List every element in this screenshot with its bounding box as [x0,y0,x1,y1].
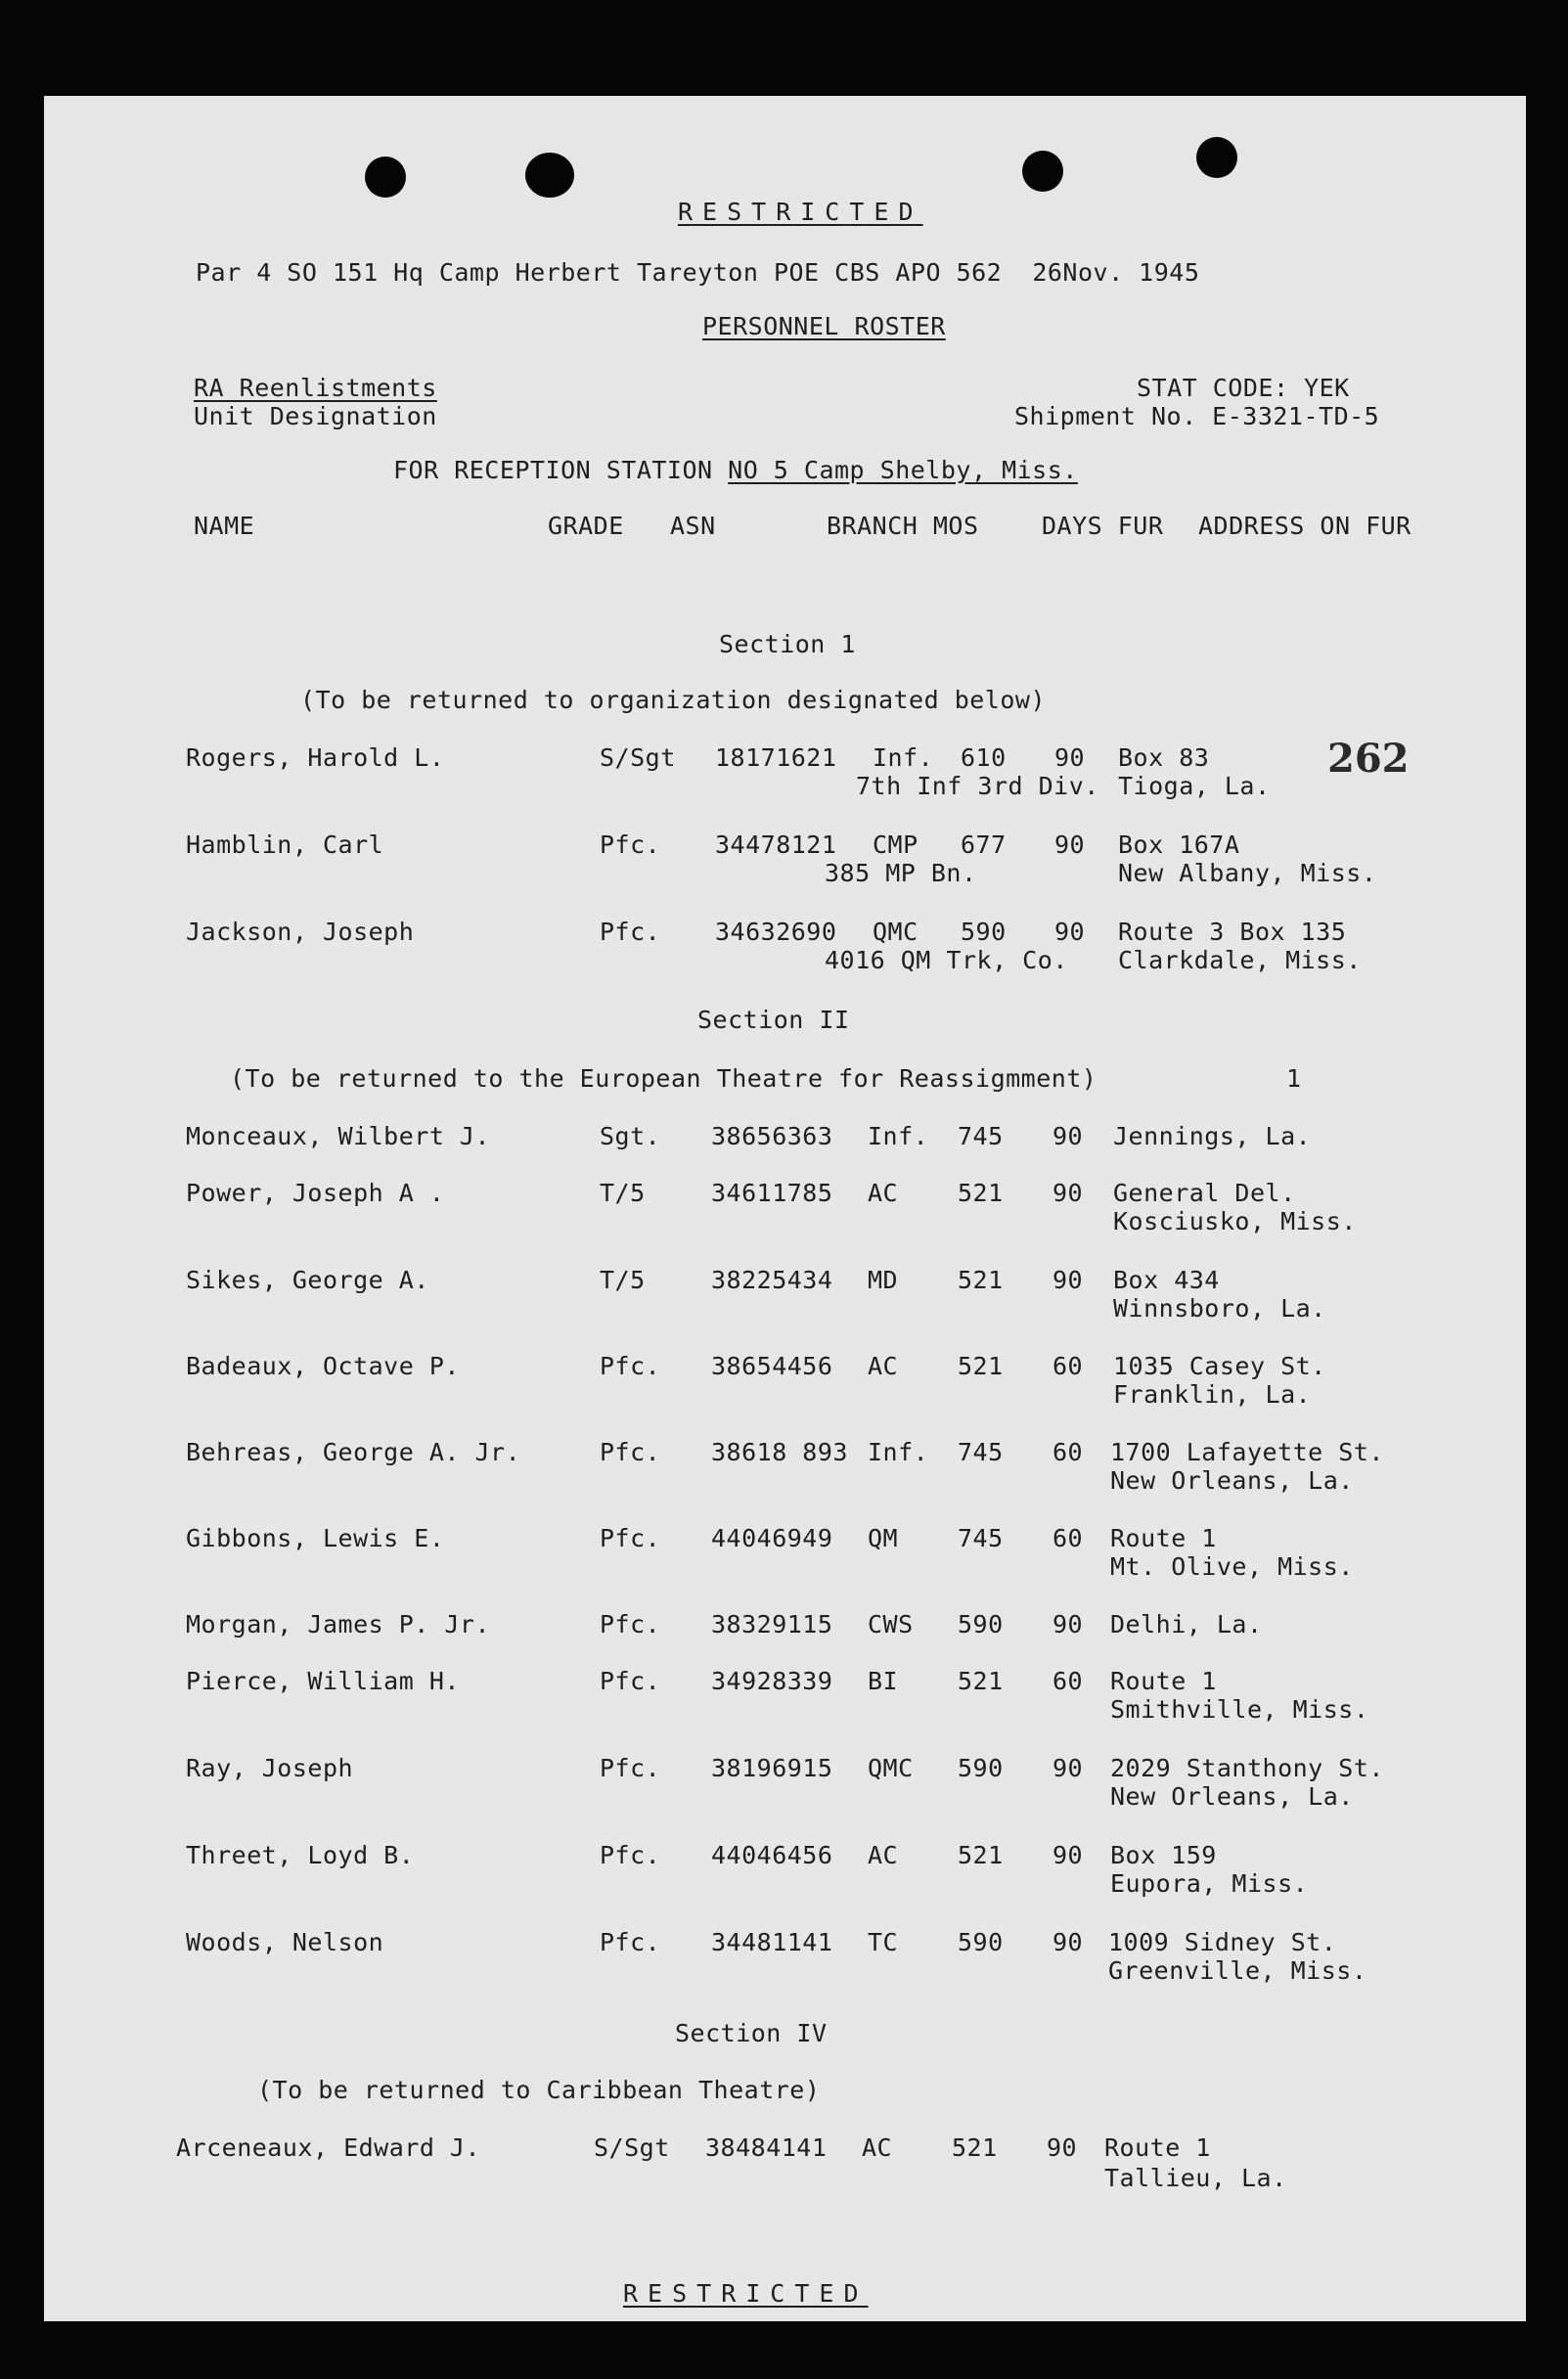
row-mos: 677 [961,830,1007,859]
row-asn: 38618 893 [711,1438,848,1466]
punch-hole-2 [525,153,574,198]
row-asn: 18171621 [715,743,837,772]
row-asn: 44046456 [711,1841,833,1869]
row-address-2: Franklin, La. [1113,1380,1312,1409]
restricted-footer: RESTRICTED [623,2279,869,2308]
row-branch: Inf. [873,743,934,772]
row-address-2: Tioga, La. [1118,772,1271,800]
row-name: Ray, Joseph [186,1754,354,1782]
row-unit: 4016 QM Trk, Co. [825,946,1068,974]
row-asn: 38329115 [711,1610,833,1638]
row-days: 90 [1053,1928,1084,1956]
punch-hole-3 [1022,151,1063,192]
row-grade: Pfc. [600,1438,661,1466]
row-name: Gibbons, Lewis E. [186,1524,445,1552]
row-name: Badeaux, Octave P. [186,1352,460,1380]
row-name: Monceaux, Wilbert J. [186,1122,491,1150]
unit-label: RA Reenlistments [194,374,437,402]
row-address-2: Mt. Olive, Miss. [1110,1552,1354,1581]
row-branch: Inf. [868,1438,929,1466]
row-branch: AC [862,2133,893,2162]
section-note: (To be returned to Caribbean Theatre) [257,2076,821,2104]
row-mos: 590 [958,1928,1004,1956]
row-days: 90 [1054,918,1086,946]
row-grade: Pfc. [600,1928,661,1956]
row-branch: CWS [868,1610,914,1638]
row-mos: 745 [958,1438,1004,1466]
row-grade: T/5 [600,1179,646,1207]
punch-hole-1 [365,157,406,198]
row-days: 90 [1053,1841,1084,1869]
column-header-address: ADDRESS ON FUR [1198,512,1411,540]
row-mos: 610 [961,743,1007,772]
row-name: Threet, Loyd B. [186,1841,415,1869]
row-branch: CMP [873,830,918,859]
row-name: Behreas, George A. Jr. [186,1438,521,1466]
row-unit: 385 MP Bn. [825,859,977,887]
row-days: 90 [1047,2133,1078,2162]
row-address-2: New Albany, Miss. [1118,859,1377,887]
row-address-1: Box 83 [1118,743,1210,772]
row-days: 60 [1053,1352,1084,1380]
section-title: Section 1 [719,630,856,658]
row-grade: T/5 [600,1266,646,1294]
row-address-2: New Orleans, La. [1110,1466,1354,1495]
row-grade: Sgt. [600,1122,661,1150]
row-address-2: Greenville, Miss. [1108,1956,1367,1985]
row-address-2: New Orleans, La. [1110,1782,1354,1811]
row-grade: Pfc. [600,918,661,946]
row-days: 60 [1053,1438,1084,1466]
page-title: PERSONNEL ROSTER [702,312,946,340]
section-note: (To be returned to the European Theatre for Reassigmment) [230,1064,1098,1093]
row-mos: 521 [952,2133,998,2162]
row-mos: 590 [958,1610,1004,1638]
row-address-1: Route 1 [1110,1524,1217,1552]
column-header-branch-mos: BRANCH MOS [827,512,979,540]
row-address-1: Route 1 [1110,1667,1217,1695]
row-grade: Pfc. [600,1352,661,1380]
row-address-2: Clarkdale, Miss. [1118,946,1362,974]
row-address-1: Route 1 [1104,2133,1211,2162]
section-title: Section II [697,1006,850,1034]
row-asn: 44046949 [711,1524,833,1552]
column-header-grade: GRADE [548,512,624,540]
row-branch: BI [868,1667,899,1695]
row-address-1: Box 167A [1118,830,1240,859]
row-grade: Pfc. [600,1524,661,1552]
row-days: 90 [1053,1754,1084,1782]
row-grade: Pfc. [600,1667,661,1695]
row-asn: 38656363 [711,1122,833,1150]
row-name: Sikes, George A. [186,1266,429,1294]
row-address-1: General Del. [1113,1179,1296,1207]
row-days: 90 [1053,1266,1084,1294]
row-name: Morgan, James P. Jr. [186,1610,491,1638]
section-note: (To be returned to organization designated below) [300,686,1047,714]
row-address-1: Box 159 [1110,1841,1217,1869]
row-unit: 7th Inf 3rd Div. [856,772,1099,800]
row-asn: 38654456 [711,1352,833,1380]
row-branch: TC [868,1928,899,1956]
row-branch: MD [868,1266,899,1294]
row-days: 90 [1053,1179,1084,1207]
row-address-2: Kosciusko, Miss. [1113,1207,1357,1235]
row-name: Pierce, William H. [186,1667,460,1695]
row-address-1: 2029 Stanthony St. [1110,1754,1384,1782]
row-grade: Pfc. [600,1610,661,1638]
column-header-asn: ASN [670,512,716,540]
row-address-1: 1009 Sidney St. [1108,1928,1337,1956]
page-number-stamp: 262 [1327,736,1410,782]
row-grade: Pfc. [600,1754,661,1782]
row-branch: AC [868,1352,899,1380]
row-mos: 745 [958,1122,1004,1150]
row-asn: 34611785 [711,1179,833,1207]
row-mos: 521 [958,1266,1004,1294]
row-asn: 34928339 [711,1667,833,1695]
row-address-2: Eupora, Miss. [1110,1869,1309,1898]
punch-hole-4 [1196,137,1237,178]
row-address-1: 1700 Lafayette St. [1110,1438,1384,1466]
row-name: Power, Joseph A . [186,1179,445,1207]
row-address-1: Box 434 [1113,1266,1220,1294]
row-name: Hamblin, Carl [186,830,384,859]
row-days: 60 [1053,1524,1084,1552]
section-title: Section IV [675,2019,828,2047]
row-asn: 38484141 [705,2133,828,2162]
row-address-2: Tallieu, La. [1104,2164,1287,2192]
margin-mark: 1 [1286,1064,1302,1093]
row-address-1: Delhi, La. [1110,1610,1263,1638]
row-asn: 34478121 [715,830,837,859]
row-address-1: Route 3 Box 135 [1118,918,1347,946]
row-name: Arceneaux, Edward J. [176,2133,481,2162]
row-branch: QMC [868,1754,914,1782]
unit-sublabel: Unit Designation [194,402,437,430]
row-days: 60 [1053,1667,1084,1695]
column-header-name: NAME [194,512,255,540]
row-days: 90 [1053,1122,1084,1150]
reception-place: NO 5 Camp Shelby, Miss. [728,456,1078,484]
row-mos: 745 [958,1524,1004,1552]
row-name: Rogers, Harold L. [186,743,445,772]
row-mos: 590 [958,1754,1004,1782]
row-grade: Pfc. [600,830,661,859]
row-branch: AC [868,1179,899,1207]
stat-code: STAT CODE: YEK [1137,374,1350,402]
column-header-days-fur: DAYS FUR [1042,512,1164,540]
row-asn: 38196915 [711,1754,833,1782]
reception-line [393,456,1078,485]
row-mos: 521 [958,1841,1004,1869]
reception-prefix: FOR RECEPTION STATION [393,456,729,484]
row-grade: Pfc. [600,1841,661,1869]
orders-line: Par 4 SO 151 Hq Camp Herbert Tareyton POE CBS APO 562 26Nov. 1945 [196,258,1200,287]
row-address-1: Jennings, La. [1113,1122,1312,1150]
row-mos: 590 [961,918,1007,946]
row-mos: 521 [958,1667,1004,1695]
row-asn: 34632690 [715,918,837,946]
row-name: Woods, Nelson [186,1928,384,1956]
row-branch: QM [868,1524,899,1552]
restricted-header: RESTRICTED [678,198,923,226]
row-address-1: 1035 Casey St. [1113,1352,1326,1380]
row-days: 90 [1054,743,1086,772]
row-address-2: Smithville, Miss. [1110,1695,1369,1724]
row-grade: S/Sgt [594,2133,670,2162]
row-branch: AC [868,1841,899,1869]
row-asn: 34481141 [711,1928,833,1956]
row-mos: 521 [958,1352,1004,1380]
row-name: Jackson, Joseph [186,918,415,946]
row-asn: 38225434 [711,1266,833,1294]
row-mos: 521 [958,1179,1004,1207]
row-branch: Inf. [868,1122,929,1150]
row-address-2: Winnsboro, La. [1113,1294,1326,1323]
row-grade: S/Sgt [600,743,676,772]
row-days: 90 [1054,830,1086,859]
shipment-number: Shipment No. E-3321-TD-5 [1014,402,1380,430]
row-branch: QMC [873,918,918,946]
document-page [44,96,1526,2321]
row-days: 90 [1053,1610,1084,1638]
